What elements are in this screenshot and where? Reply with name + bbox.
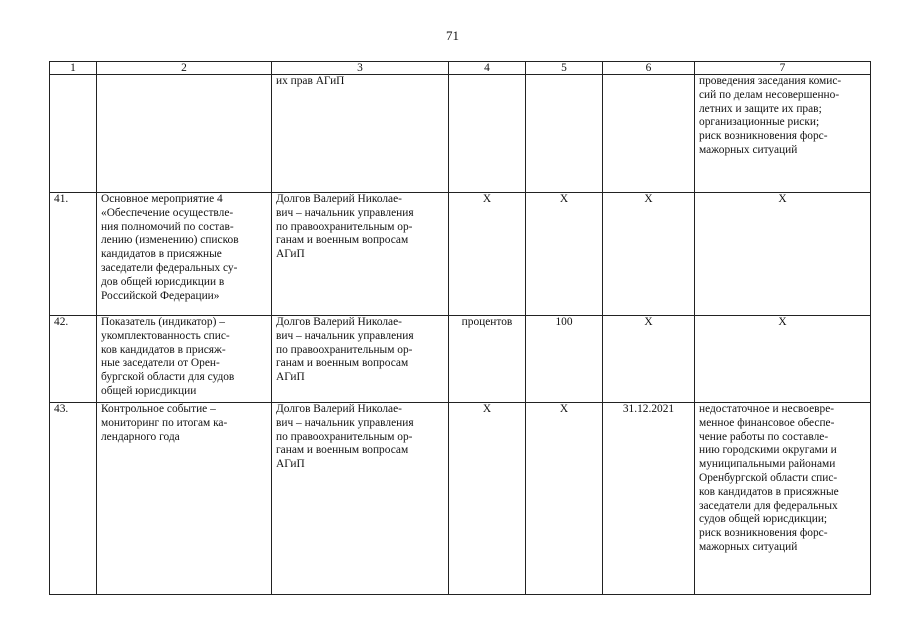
header-cell: 2 [97,62,272,75]
measure-name: Основное мероприятие 4 «Обеспечение осуществле- ния полномочий по состав- лению (изменению) списков кандидатов в присяжные заседатели федеральных су- дов общей юрисдикции в Российской Федерации» [97,193,272,316]
table-header-row [50,62,871,75]
unit-cell: X [449,403,526,595]
table-row [50,193,871,316]
table-row [50,75,871,193]
value-cell: X [526,193,603,316]
value-cell: 100 [526,316,603,403]
responsible-person: Долгов Валерий Николае- вич – начальник управления по правоохранительным ор- ганам и военным вопросам АГиП [272,316,449,403]
header-cell: 3 [272,62,449,75]
responsible-person: Долгов Валерий Николае- вич – начальник управления по правоохранительным ор- ганам и военным вопросам АГиП [272,193,449,316]
header-cell: 6 [603,62,695,75]
date-cell: X [603,193,695,316]
responsible-person: Долгов Валерий Николае- вич – начальник управления по правоохранительным ор- ганам и военным вопросам АГиП [272,403,449,595]
measure-name: Показатель (индикатор) – укомплектованность спис- ков кандидатов в присяж- ные заседатели от Орен- бургской области для судов общей юрисдикции [97,316,272,403]
unit-cell [449,75,526,193]
date-cell: X [603,316,695,403]
risks-cell: X [695,193,871,316]
risks-cell: X [695,316,871,403]
value-cell [526,75,603,193]
risks-cell: недостаточное и несвоевре- менное финансовое обеспе- чение работы по составле- нию городскими округами и муниципальными районами Оренбургской области спис- ков кандидатов в присяжные заседатели для федеральных судов общей юрисдикции; риск возникновения форс- мажорных ситуаций [695,403,871,595]
date-cell: 31.12.2021 [603,403,695,595]
measure-name [97,75,272,193]
row-number [50,75,97,193]
value-cell: X [526,403,603,595]
header-cell: 7 [695,62,871,75]
row-number: 42. [50,316,97,403]
measures-table [49,61,871,595]
row-number: 41. [50,193,97,316]
date-cell [603,75,695,193]
risks-cell: проведения заседания комис- сий по делам несовершенно- летних и защите их прав; организационные риски; риск возникновения форс- мажорных ситуаций [695,75,871,193]
row-number: 43. [50,403,97,595]
table-row [50,403,871,595]
header-cell: 5 [526,62,603,75]
header-cell: 4 [449,62,526,75]
responsible-person: их прав АГиП [272,75,449,193]
unit-cell: процентов [449,316,526,403]
page-number: 71 [446,28,459,43]
unit-cell: X [449,193,526,316]
table-row [50,316,871,403]
measure-name: Контрольное событие – мониторинг по итогам ка- лендарного года [97,403,272,595]
header-cell: 1 [50,62,97,75]
